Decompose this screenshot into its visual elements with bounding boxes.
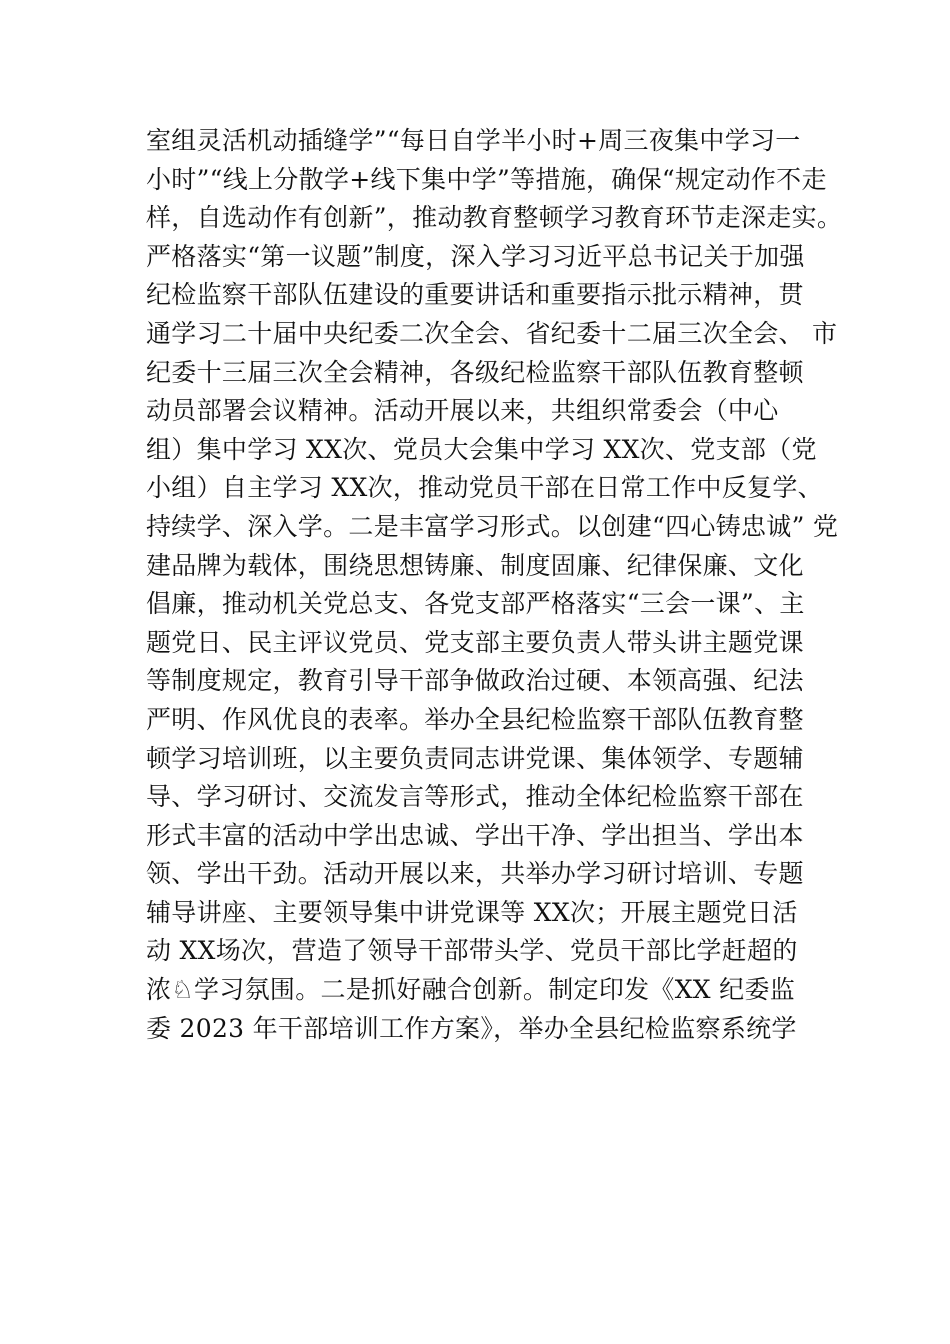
text-line: 委 2023 年干部培训工作方案》，举办全县纪检监察系统学 bbox=[146, 1013, 797, 1043]
text-line: 小组）自主学习 XX次，推动党员干部在日常工作中反复学、 bbox=[146, 473, 823, 503]
text-line: 浓♘学习氛围。二是抓好融合创新。制定印发《XX 纪委监 bbox=[146, 975, 796, 1005]
text-line: 通学习二十届中央纪委二次全会、省纪委十二届三次全会、 市 bbox=[146, 318, 838, 348]
body-text bbox=[146, 122, 843, 1048]
text-line: 纪检监察干部队伍建设的重要讲话和重要指示批示精神，贯 bbox=[146, 280, 804, 310]
text-line: 组）集中学习 XX次、党员大会集中学习 XX次、党支部（党 bbox=[146, 434, 817, 464]
text-line: 形式丰富的活动中学出忠诚、学出干净、学出担当、学出本 bbox=[146, 820, 804, 850]
text-line: 严明、作风优良的表率。举办全县纪检监察干部队伍教育整 bbox=[146, 704, 804, 734]
text-line: 顿学习培训班，以主要负责同志讲党课、集体领学、专题辅 bbox=[146, 743, 804, 773]
text-line: 纪委十三届三次全会精神，各级纪检监察干部队伍教育整顿 bbox=[146, 357, 804, 387]
text-line: 倡廉，推动机关党总支、各党支部严格落实“三会一课”、主 bbox=[146, 589, 805, 619]
text-line: 辅导讲座、主要领导集中讲党课等 XX次；开展主题党日活 bbox=[146, 897, 798, 927]
text-line: 小时”“线上分散学+线下集中学”等措施，确保“规定动作不走 bbox=[146, 164, 827, 194]
text-line: 室组灵活机动插缝学”“每日自学半小时+周三夜集中学习一 bbox=[146, 126, 801, 155]
text-line: 建品牌为载体，围绕思想铸廉、制度固廉、纪律保廉、文化 bbox=[146, 550, 804, 580]
text-line: 等制度规定，教育引导干部争做政治过硬、本领高强、纪法 bbox=[146, 666, 804, 696]
text-line: 样，自选动作有创新”，推动教育整顿学习教育环节走深走实。 bbox=[146, 203, 843, 233]
text-line: 动 XX场次，营造了领导干部带头学、党员干部比学赶超的 bbox=[146, 936, 798, 966]
text-line: 题党日、民主评议党员、党支部主要负责人带头讲主题党课 bbox=[146, 627, 804, 657]
text-line: 导、学习研讨、交流发言等形式，推动全体纪检监察干部在 bbox=[146, 782, 804, 812]
text-line: 持续学、深入学。二是丰富学习形式。以创建“四心铸忠诚” 党 bbox=[146, 511, 839, 541]
text-line: 严格落实“第一议题”制度，深入学习习近平总书记关于加强 bbox=[146, 241, 805, 271]
text-line: 领、学出干劲。活动开展以来，共举办学习研讨培训、专题 bbox=[146, 859, 804, 889]
text-line: 动员部署会议精神。活动开展以来，共组织常委会（中心 bbox=[146, 396, 779, 426]
